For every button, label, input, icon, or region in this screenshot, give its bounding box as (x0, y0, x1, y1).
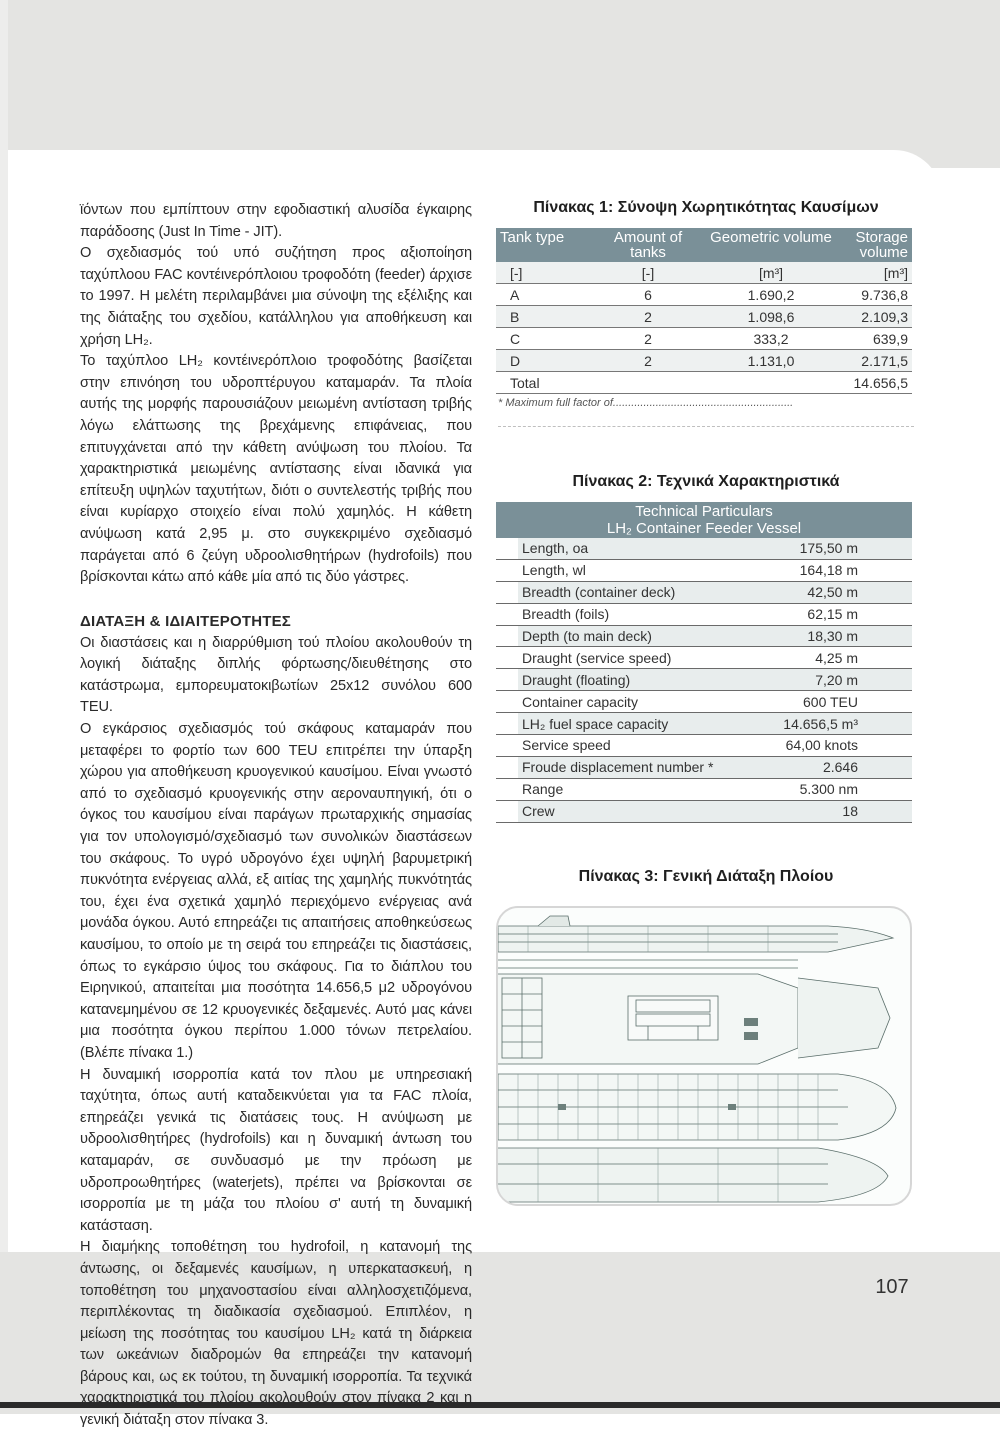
table1-cell: [-] (594, 262, 702, 284)
table1-header-cell: Storage volume (840, 228, 912, 262)
table1-caption: Πίνακας 1: Σύνοψη Χωρητικότητας Καυσίμων (533, 199, 879, 216)
fuel-capacity-table (496, 228, 912, 394)
table-row (496, 800, 912, 822)
particular-value: 600 TEU (756, 691, 912, 713)
table1-cell: C (496, 328, 594, 350)
table1-cell: 14.656,5 (840, 372, 912, 394)
table1-cell: 6 (594, 284, 702, 306)
row-indent (496, 756, 518, 778)
page-background-top (0, 0, 1000, 168)
table-row (496, 306, 912, 328)
paragraph: Η δυναμική ισορροπία κατά τον πλου με υπηρεσιακή ταχύτητα, όπως αυτή καταδεικνύεται για τα FAC πλοία, επηρεάζει γενικά τις διατάσεις τους. Η ανύψωση με υδροολισθητήρες (hydrofoils) και η δυναμική άντωση του καταμαράν, σε συνδυασμό με την πρόωση με υδροπροωθητήρες (waterjets), πρέπει να βρίσκονται σε ισορροπία με τη μάζα του πλοίου σ' αυτή τη δυναμική κατάσταση. (80, 1066, 472, 1234)
row-indent (496, 625, 518, 647)
row-indent (496, 559, 518, 581)
table2-title (496, 502, 912, 539)
particular-label: Depth (to main deck) (518, 625, 756, 647)
table1-cell: 2.109,3 (840, 306, 912, 328)
particular-label: Service speed (518, 735, 756, 757)
paragraph: ϊόντων που εμπίπτουν στην εφοδιαστική αλυσίδα έγκαιρης παράδοσης (Just In Time - JIT). (80, 202, 472, 240)
table1-cell: 2.171,5 (840, 350, 912, 372)
table-row (496, 625, 912, 647)
row-indent (496, 713, 518, 735)
particular-label: LH₂ fuel space capacity (518, 713, 756, 735)
article-body (80, 200, 472, 1432)
table-row (496, 328, 912, 350)
row-indent (496, 603, 518, 625)
particular-label: Breadth (foils) (518, 603, 756, 625)
ship-plan-svg (498, 908, 910, 1204)
particular-value: 4,25 m (756, 647, 912, 669)
divider (498, 426, 914, 427)
technical-particulars-table (496, 538, 912, 823)
paragraph: Το ταχύπλοο LH₂ κοντέινερόπλοιο τροφοδότης βασίζεται στην επινόηση του υδροπτέρυγου καταμαράν. Τα πλοία αυτής της μορφής παρουσιάζουν μειωμένη αντίσταση τριβής λόγω ελάττωσης της βρεχάμενης επιφάνειας, που επιτυγχάνεται από την κάθετη ανύψωση του πλοίου. Τα χαρακτηριστικά μειωμένης αντίστασης είναι ιδανικά για επίτευξη υψηλών ταχυτήτων, διότι ο συντελεστής τριβής που είναι κυρίαρχο στοιχείο είναι πολύ χαμηλός. Η κάθετη ανύψωση κατά 2,95 μ. στο συγκεκριμένο σχεδιασμό παράγεται από 6 ζεύγη υδροολισθητήρων (hydrofoils) που βρίσκονται κάτω από κάθε μία από τις δύο γάστρες. (80, 353, 472, 586)
row-indent (496, 778, 518, 800)
particular-value: 18 (756, 800, 912, 822)
row-indent (496, 735, 518, 757)
table-row (496, 559, 912, 581)
table-row (496, 756, 912, 778)
table1-cell: 1.131,0 (702, 350, 840, 372)
page-background-left (0, 0, 8, 1414)
table1-cell: [m³] (702, 262, 840, 284)
particular-value: 14.656,5 m³ (756, 713, 912, 735)
table-row (496, 691, 912, 713)
particular-value: 64,00 knots (756, 735, 912, 757)
particular-label: Froude displacement number * (518, 756, 756, 778)
particular-label: Draught (floating) (518, 669, 756, 691)
table-row (496, 713, 912, 735)
table1-header-cell: Geometric volume (702, 228, 840, 262)
particular-value: 42,50 m (756, 581, 912, 603)
table1-cell: 333,2 (702, 328, 840, 350)
table1-cell: Total (496, 372, 594, 394)
table1-cell: 639,9 (840, 328, 912, 350)
row-indent (496, 669, 518, 691)
table-row (496, 284, 912, 306)
table-row (496, 778, 912, 800)
particular-value: 2.646 (756, 756, 912, 778)
row-indent (496, 647, 518, 669)
table1-header-cell: Amount of tanks (594, 228, 702, 262)
table1-cell: 9.736,8 (840, 284, 912, 306)
row-indent (496, 581, 518, 603)
particular-value: 164,18 m (756, 559, 912, 581)
table-row (496, 581, 912, 603)
row-indent (496, 538, 518, 559)
particular-label: Length, oa (518, 538, 756, 559)
paragraph: Ο εγκάρσιος σχεδιασμός τού σκάφους καταμαράν που μεταφέρει το φορτίο των 600 TEU επιτρέπει την ύπαρξη χώρου για αποθήκευση κρυογενικού καυσίμου. Είναι γνωστό από το σχεδιασμό κρυογενικής στην αεροναυπηγική, ότι ο όγκος του καυσίμου είναι παράγων πρωταρχικής σημασίας για τον υπολογισμό/σχεδιασμό των συνολικών διαστάσεων του σκάφους. Το υγρό υδρογόνο έχει υψηλή βαρυμετρική πυκνότητα ενέργειας αλλά, εξ αιτίας της χαμηλής πυκνότητάς του, έχει ένα σχετικά χαμηλό περιεχόμενο ενέργειας ανά μονάδα όγκου. Αυτό επηρεάζει τις απαιτήσεις αποθηκεύσεως καυσίμου, το οποίο με τη σειρά του επηρεάζει τις διαστάσεις, όπως το εγκάρσιο ύψος του σκάφους. Για το διάπλου του Ειρηνικού, απαιτείται μια ποσότητα 14.656,5 μ2 υδρογόνου κατανεμημένου σε 12 κρυογενικές δεξαμενές. Αυτό μας κάνει μια ποσότητα όγκου περίπου 1.000 τόνων πετρελαίου. (Βλέπε πίνακα 1.) (80, 721, 472, 1061)
table1-cell (594, 372, 702, 394)
particular-label: Crew (518, 800, 756, 822)
row-indent (496, 800, 518, 822)
particular-label: Length, wl (518, 559, 756, 581)
paragraph: Οι διαστάσεις και η διαρρύθμιση τού πλοίου ακολουθούν τη λογική διάταξης διπλής φόρτωσης/διευθέτησης στο κατάστρωμα, εμπορευματοκιβωτίων 25x12 συνόλου 600 TEU. (80, 634, 472, 716)
particular-label: Breadth (container deck) (518, 581, 756, 603)
section-heading: ΔΙΑΤΑΞΗ & ΙΔΙΑΙΤΕΡΟΤΗΤΕΣ (80, 612, 291, 630)
page-number: 107 (875, 1276, 909, 1298)
paragraph: Η διαμήκης τοποθέτηση του hydrofoil, η κατανομή της άντωσης, οι δεξαμενές καυσίμων, η υπερκατασκευή, η τοποθέτηση του μηχανοστασίου είναι αλληλοσχετιζόμενα, περιπλέκοντας τη διαδικασία σχεδιασμού. Επιπλέον, η μείωση της ποσότητας του καυσίμου LH₂ κατά τη διάρκεια των ωκεάνιων διαδρομών θα επηρεάζει την κατανομή βάρους και, ως εκ τούτου, τη δυναμική ισορροπία. Τα τεχνικά χαρακτηριστικά του πλοίου ακολουθούν στον πίνακα 2 και η γενική διάταξη στον πίνακα 3. (80, 1239, 472, 1429)
table1-footnote: * Maximum full factor of........................................................... (498, 397, 794, 409)
table1-header-cell: Tank type (496, 228, 594, 262)
table1-cell: 1.690,2 (702, 284, 840, 306)
table1-cell: [m³] (840, 262, 912, 284)
particular-value: 62,15 m (756, 603, 912, 625)
particular-value: 5.300 nm (756, 778, 912, 800)
particular-value: 7,20 m (756, 669, 912, 691)
general-arrangement-drawing (496, 906, 912, 1206)
table2-caption: Πίνακας 2: Τεχνικά Χαρακτηριστικά (572, 473, 840, 490)
table3-caption: Πίνακας 3: Γενική Διάταξη Πλοίου (578, 868, 834, 885)
table2-title-line: LH₂ Container Feeder Vessel (606, 520, 802, 537)
table-row (496, 350, 912, 372)
particular-value: 18,30 m (756, 625, 912, 647)
table1-cell: 2 (594, 306, 702, 328)
table2-title-line: Technical Particulars (635, 503, 773, 520)
table-row (496, 372, 912, 394)
table1-cell: [-] (496, 262, 594, 284)
table1-cell: D (496, 350, 594, 372)
table1-cell: 2 (594, 350, 702, 372)
table1-cell: 1.098,6 (702, 306, 840, 328)
particular-label: Draught (service speed) (518, 647, 756, 669)
table-row (496, 647, 912, 669)
particular-label: Range (518, 778, 756, 800)
table-row (496, 669, 912, 691)
table1-cell: B (496, 306, 594, 328)
row-indent (496, 691, 518, 713)
table-row (496, 603, 912, 625)
paragraph: Ο σχεδιασμός τού υπό συζήτηση προς αξιοποίηση ταχύπλοου FAC κοντέινερόπλοιου τροφοδότη (feeder) άρχισε το 1997. Η μελέτη περιλαμβάνει μια σύνοψη της εξέλιξης και της διάταξης του σχεδίου, κατάλληλου για αποθήκευση και χρήση LH₂. (80, 245, 472, 348)
table-row (496, 262, 912, 284)
particular-label: Container capacity (518, 691, 756, 713)
particular-value: 175,50 m (756, 538, 912, 559)
table1-cell (702, 372, 840, 394)
table-row (496, 735, 912, 757)
table1-cell: 2 (594, 328, 702, 350)
table1-cell: A (496, 284, 594, 306)
table-row (496, 538, 912, 559)
